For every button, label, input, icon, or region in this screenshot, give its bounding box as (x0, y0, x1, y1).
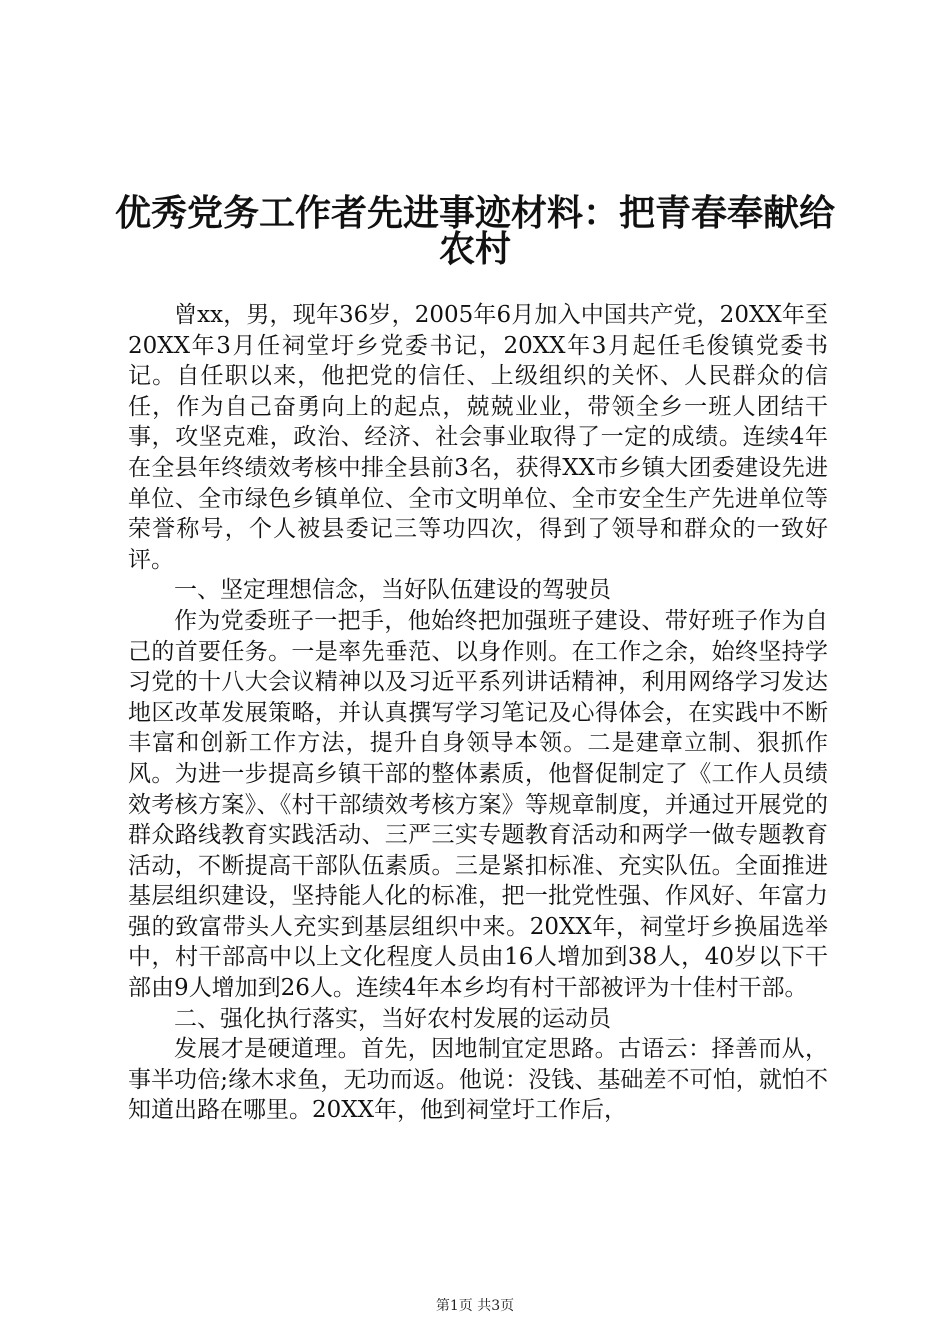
document-body (128, 300, 828, 1126)
document-title-line-2: 农村 (438, 228, 511, 270)
section-heading-2: 二、强化执行落实，当好农村发展的运动员 (174, 1005, 611, 1032)
paragraph-intro: 曾xx，男，现年36岁，2005年6月加入中国共产党，20XX年至20XX年3月任祠堂圩乡党委书记，20XX年3月起任毛俊镇党委书记。自任职以来，他把党的信任、上级组织的关怀、人民群众的信任，作为自己奋勇向上的起点，兢兢业业，带领全乡一班人团结干事，攻坚克难，政治、经济、社会事业取得了一定的成绩。连续4年在全县年终绩效考核中排全县前3名，获得XX市乡镇大团委建设先进单位、全市绿色乡镇单位、全市文明单位、全市安全生产先进单位等荣誉称号，个人被县委记三等功四次，得到了领导和群众的一致好评。 (128, 302, 828, 573)
document-title-line-1: 优秀党务工作者先进事迹材料：把青春奉献给 (114, 192, 835, 234)
page-footer: 第1页 共3页 (435, 1298, 515, 1314)
paragraph-section-2: 发展才是硬道理。首先，因地制宜定思路。古语云：择善而从，事半功倍;缘木求鱼，无功而返。他说：没钱、基础差不可怕，就怕不知道出路在哪里。20XX年，他到祠堂圩工作后， (128, 1036, 828, 1124)
section-heading-1: 一、坚定理想信念，当好队伍建设的驾驶员 (174, 577, 611, 604)
paragraph-section-1: 作为党委班子一把手，他始终把加强班子建设、带好班子作为自己的首要任务。一是率先垂范、以身作则。在工作之余，始终坚持学习党的十八大会议精神以及习近平系列讲话精神，利用网络学习发达地区改革发展策略，并认真撰写学习笔记及心得体会，在实践中不断丰富和创新工作方法，提升自身领导本领。二是建章立制、狠抓作风。为进一步提高乡镇干部的整体素质，他督促制定了《工作人员绩效考核方案》、《村干部绩效考核方案》等规章制度，并通过开展党的群众路线教育实践活动、三严三实专题教育活动和两学一做专题教育活动，不断提高干部队伍素质。三是紧扣标准、充实队伍。全面推进基层组织建设，坚持能人化的标准，把一批党性强、作风好、年富力强的致富带头人充实到基层组织中来。20XX年，祠堂圩乡换届选举中，村干部高中以上文化程度人员由16人增加到38人，40岁以下干部由9人增加到26人。连续4年本乡均有村干部被评为十佳村干部。 (128, 607, 828, 1002)
